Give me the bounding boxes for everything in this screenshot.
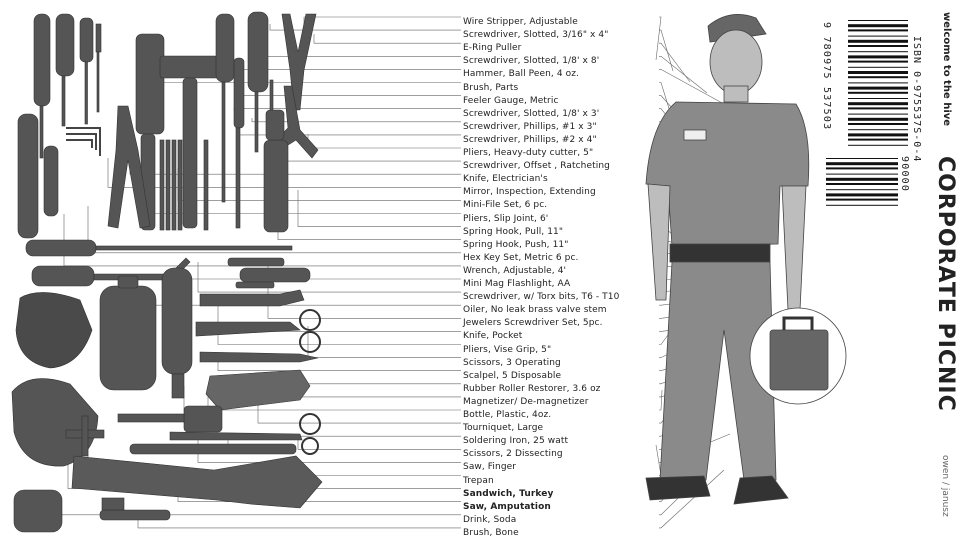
isbn-text: ISBN 0-975537S-0-4 <box>911 36 922 163</box>
soda-can-icon <box>14 490 62 532</box>
barcode-bar <box>826 158 898 159</box>
tool-label: Screwdriver, Slotted, 1/8' x 3' <box>463 108 600 119</box>
tool-label: Hammer, Ball Peen, 4 oz. <box>463 69 580 80</box>
tool-leader-line <box>298 190 461 227</box>
tool-leader-line <box>304 17 461 40</box>
figure-leader-line <box>656 17 661 60</box>
tool-label: Pliers, Slip Joint, 6' <box>463 213 549 224</box>
barcode-bar <box>848 133 908 136</box>
screwdriver-icon <box>264 140 288 232</box>
barcode-bar <box>848 107 908 109</box>
brush-icon <box>136 34 164 134</box>
barcode-bar <box>826 167 898 169</box>
tool-label: Knife, Electrician's <box>463 174 548 185</box>
figure-leader-line <box>659 43 690 82</box>
tool-label: Screwdriver, Phillips, #2 x 4" <box>463 134 597 145</box>
barcode-bar <box>848 114 908 115</box>
tool-label: Mini Mag Flashlight, AA <box>463 279 571 289</box>
barcode-bar <box>826 193 898 196</box>
barcode-bar <box>848 92 908 94</box>
tool-label: Magnetizer/ De-magnetizer <box>463 396 589 407</box>
tool-label: Rubber Roller Restorer, 3.6 oz <box>463 383 601 394</box>
tool-label: Drink, Soda <box>463 514 517 525</box>
tool-leader-line <box>314 34 461 43</box>
barcode-bar <box>848 71 908 74</box>
screwdriver-icon <box>34 14 50 106</box>
screwdriver-icon <box>248 12 268 92</box>
belt <box>670 244 770 262</box>
bottle-icon <box>162 268 192 374</box>
name-tag <box>684 130 706 140</box>
head <box>710 30 762 94</box>
tourniquet-coil-icon <box>16 292 92 368</box>
neck <box>724 86 748 102</box>
figure-leader-line <box>659 335 668 345</box>
tool-label: Wrench, Adjustable, 4' <box>463 265 567 276</box>
barcode-bar <box>848 67 908 68</box>
tool-label: Scissors, 3 Operating <box>463 357 561 368</box>
bone-brush-icon <box>100 510 170 520</box>
barcode-bar <box>826 199 898 201</box>
oiler-icon <box>100 286 156 390</box>
tool-label: Spring Hook, Pull, 11" <box>463 226 564 237</box>
tool-label: Brush, Parts <box>463 82 519 93</box>
barcode-bar <box>848 123 908 125</box>
barcode-bar <box>826 189 898 190</box>
tool-label: Screwdriver, Slotted, 3/16" x 4" <box>463 30 609 41</box>
tool-label: Scalpel, 5 Disposable <box>463 370 562 381</box>
barcode-bar <box>848 45 908 47</box>
barcode-bar <box>848 29 908 31</box>
tool-label: Spring Hook, Push, 11" <box>463 239 569 250</box>
screwdriver-icon <box>216 14 234 82</box>
tool-label: Mirror, Inspection, Extending <box>463 187 596 198</box>
tourniquet-icon <box>206 370 310 410</box>
isbn-barcode <box>848 20 908 146</box>
tool-label: Jewelers Screwdriver Set, 5pc. <box>463 318 603 329</box>
tool-leader-line <box>138 514 461 528</box>
wrench-icon <box>44 146 58 216</box>
ean-number: 9 780975 537503 <box>821 22 832 131</box>
tool-label: Screwdriver, Offset , Ratcheting <box>463 161 610 172</box>
tool-label: Trepan <box>463 475 494 486</box>
spring-hook-icon <box>26 240 96 256</box>
figure-leader-line <box>659 390 662 410</box>
right-arm <box>782 186 806 310</box>
screwdriver-icon <box>56 14 74 76</box>
barcode-bar <box>848 118 908 121</box>
tool-leader-line <box>298 438 461 449</box>
knife-icon <box>196 322 300 336</box>
barcode-bar <box>826 178 898 181</box>
tool-label: Saw, Finger <box>463 462 517 473</box>
barcode-bar <box>848 36 908 37</box>
figure-leader-line <box>659 56 707 93</box>
finger-saw-icon <box>170 432 302 440</box>
tool-label: E-Ring Puller <box>463 43 522 54</box>
tool-label: Soldering Iron, 25 watt <box>463 436 569 447</box>
tool-leader-line <box>270 24 461 30</box>
tool-label: Wire Stripper, Adjustable <box>463 17 578 27</box>
barcode-bar <box>848 98 908 99</box>
book-tagline: welcome to the hive <box>941 12 952 127</box>
barcode-bar <box>848 55 908 58</box>
barcode-bar <box>848 51 908 52</box>
barcode-bar <box>848 129 908 130</box>
tool-label: Scissors, 2 Dissecting <box>463 449 563 460</box>
tool-illustrations <box>12 12 322 532</box>
barcode-bar <box>826 183 898 185</box>
soldering-iron-icon <box>130 444 296 454</box>
price-barcode <box>826 158 898 206</box>
tool-label: Pliers, Vise Grip, 5" <box>463 344 552 355</box>
tool-label: Screwdriver, w/ Torx bits, T6 - T10 <box>463 292 620 303</box>
barcode-bar <box>848 139 908 141</box>
book-authors: owen / janusz <box>940 455 950 517</box>
barcode-bar <box>826 162 898 165</box>
worker-figure <box>646 14 846 504</box>
tool-label: Oiler, No leak brass valve stem <box>463 305 607 316</box>
tool-label: Bottle, Plastic, 4oz. <box>463 410 552 420</box>
tool-leader-line <box>158 80 461 83</box>
tool-label: Pliers, Heavy-duty cutter, 5" <box>463 148 594 158</box>
barcode-bar <box>848 87 908 90</box>
tool-label: Knife, Pocket <box>463 331 523 342</box>
tool-label: Saw, Amputation <box>463 501 551 512</box>
book-title: CORPORATE PICNIC <box>933 156 958 412</box>
tool-label: Feeler Gauge, Metric <box>463 95 559 106</box>
barcode-bar <box>848 82 908 83</box>
tool-label: Screwdriver, Phillips, #1 x 3" <box>463 121 597 132</box>
tool-leader-line <box>178 168 461 200</box>
tool-label: Mini-File Set, 6 pc. <box>463 200 548 211</box>
magnetizer-icon <box>184 406 222 432</box>
tool-label: Tourniquet, Large <box>463 423 544 434</box>
figure-leader-line <box>659 30 673 71</box>
left-arm <box>648 184 670 300</box>
flashlight-icon <box>32 266 94 286</box>
left-shoe <box>646 476 710 500</box>
screwdriver-icon <box>80 18 93 62</box>
tool-label: Brush, Bone <box>463 527 519 538</box>
barcode-bar <box>848 20 908 21</box>
tool-label: Hex Key Set, Metric 6 pc. <box>463 252 579 263</box>
screwdriver-icon <box>18 114 38 238</box>
barcode-bar <box>848 24 908 27</box>
tool-leader-line <box>234 109 461 110</box>
right-shoe <box>734 476 788 504</box>
lunchbox-icon <box>770 330 828 390</box>
hex-key-icon <box>66 128 100 156</box>
barcode-bar <box>826 205 898 206</box>
tool-label: Screwdriver, Slotted, 1/8' x 8' <box>463 56 600 67</box>
tool-leader-line <box>308 134 461 148</box>
tool-leader-line <box>278 198 461 240</box>
barcode-bar <box>848 145 908 146</box>
tool-label: Sandwich, Turkey <box>463 488 554 499</box>
barcode-bar <box>848 76 908 78</box>
barcode-bar <box>848 61 908 63</box>
tool-leader-line <box>208 66 461 69</box>
barcode-bar <box>848 102 908 105</box>
barcode-bar <box>848 40 908 43</box>
screwdriver-icon <box>234 58 244 128</box>
hammer-icon <box>160 56 218 78</box>
tool-leader-line <box>308 326 461 358</box>
scalpel-icon <box>200 352 318 362</box>
price-code: 90000 <box>899 156 910 193</box>
barcode-bar <box>826 174 898 175</box>
